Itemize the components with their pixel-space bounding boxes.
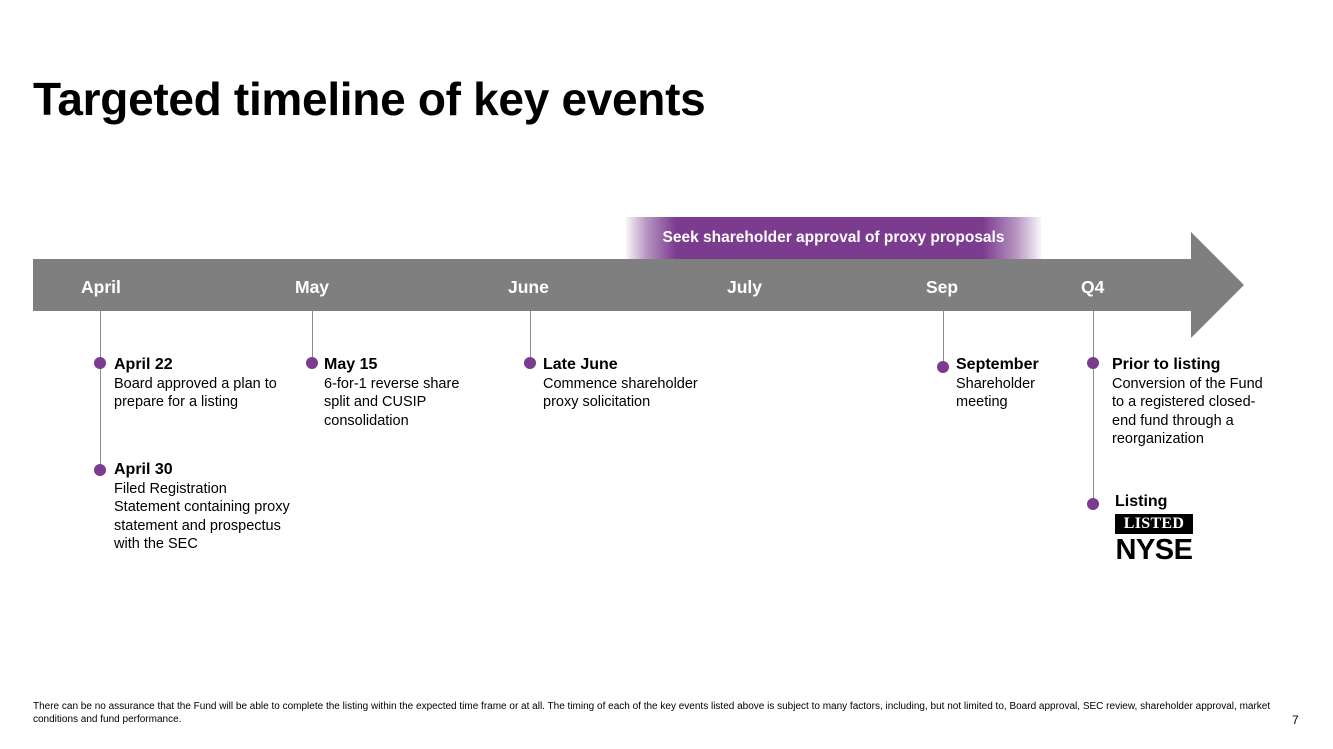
event-description: Conversion of the Fund to a registered closed-end fund through a reorganization: [1112, 376, 1263, 447]
month-may: May: [295, 277, 330, 297]
month-april: April: [81, 277, 121, 297]
event-april-30: [114, 460, 294, 553]
event-dot: [94, 464, 106, 476]
event-dot: [1087, 357, 1099, 369]
event-heading: Late June: [543, 356, 618, 373]
event-may-15: [324, 355, 479, 430]
nyse-listed-label: LISTED: [1115, 514, 1193, 534]
event-dot: [1087, 498, 1099, 510]
event-september: [956, 355, 1066, 412]
event-dot: [524, 357, 536, 369]
proxy-approval-band: [626, 217, 1041, 259]
nyse-wordmark: NYSE: [1115, 534, 1193, 566]
timeline-arrow-head-icon: [1191, 232, 1244, 338]
q4-connector: [1093, 311, 1094, 504]
page-title: Targeted timeline of key events: [33, 73, 706, 125]
disclaimer-footnote: There can be no assurance that the Fund will be able to complete the listing within the expected time frame or at all. The timing of each of the key events listed above is subject to many factors, including, but not limited to, Board approval, SEC review, shareholder approval, market conditions and fund performance.: [33, 701, 1271, 725]
event-heading: April 30: [114, 461, 173, 478]
event-late-june: [543, 355, 723, 412]
event-listing: [1115, 492, 1215, 512]
month-june: June: [508, 277, 549, 297]
event-description: Board approved a plan to prepare for a listing: [114, 376, 277, 411]
event-heading: April 22: [114, 356, 173, 373]
event-description: Commence shareholder proxy solicitation: [543, 376, 698, 411]
month-q4: Q4: [1081, 277, 1105, 297]
event-heading: Prior to listing: [1112, 356, 1221, 373]
june-connector: [530, 311, 531, 363]
nyse-listed-logo: [1115, 514, 1193, 565]
event-heading: Listing: [1115, 493, 1168, 510]
event-april-22: [114, 355, 284, 412]
event-description: Filed Registration Statement containing proxy statement and prospectus with the SEC: [114, 481, 290, 552]
timeline-arrow-bar: [33, 259, 1193, 311]
proxy-approval-band-label: Seek shareholder approval of proxy proposals: [662, 229, 1005, 246]
page-number: 7: [1292, 713, 1299, 727]
event-dot: [937, 361, 949, 373]
event-heading: September: [956, 356, 1039, 373]
month-sep: Sep: [926, 277, 959, 297]
event-dot: [306, 357, 318, 369]
april-connector: [100, 311, 101, 470]
event-description: 6-for-1 reverse share split and CUSIP consolidation: [324, 376, 460, 429]
event-dot: [94, 357, 106, 369]
month-july: July: [727, 277, 763, 297]
sep-connector: [943, 311, 944, 367]
event-heading: May 15: [324, 356, 378, 373]
event-prior-to-listing: [1112, 355, 1277, 448]
may-connector: [312, 311, 313, 363]
event-description: Shareholder meeting: [956, 376, 1035, 411]
